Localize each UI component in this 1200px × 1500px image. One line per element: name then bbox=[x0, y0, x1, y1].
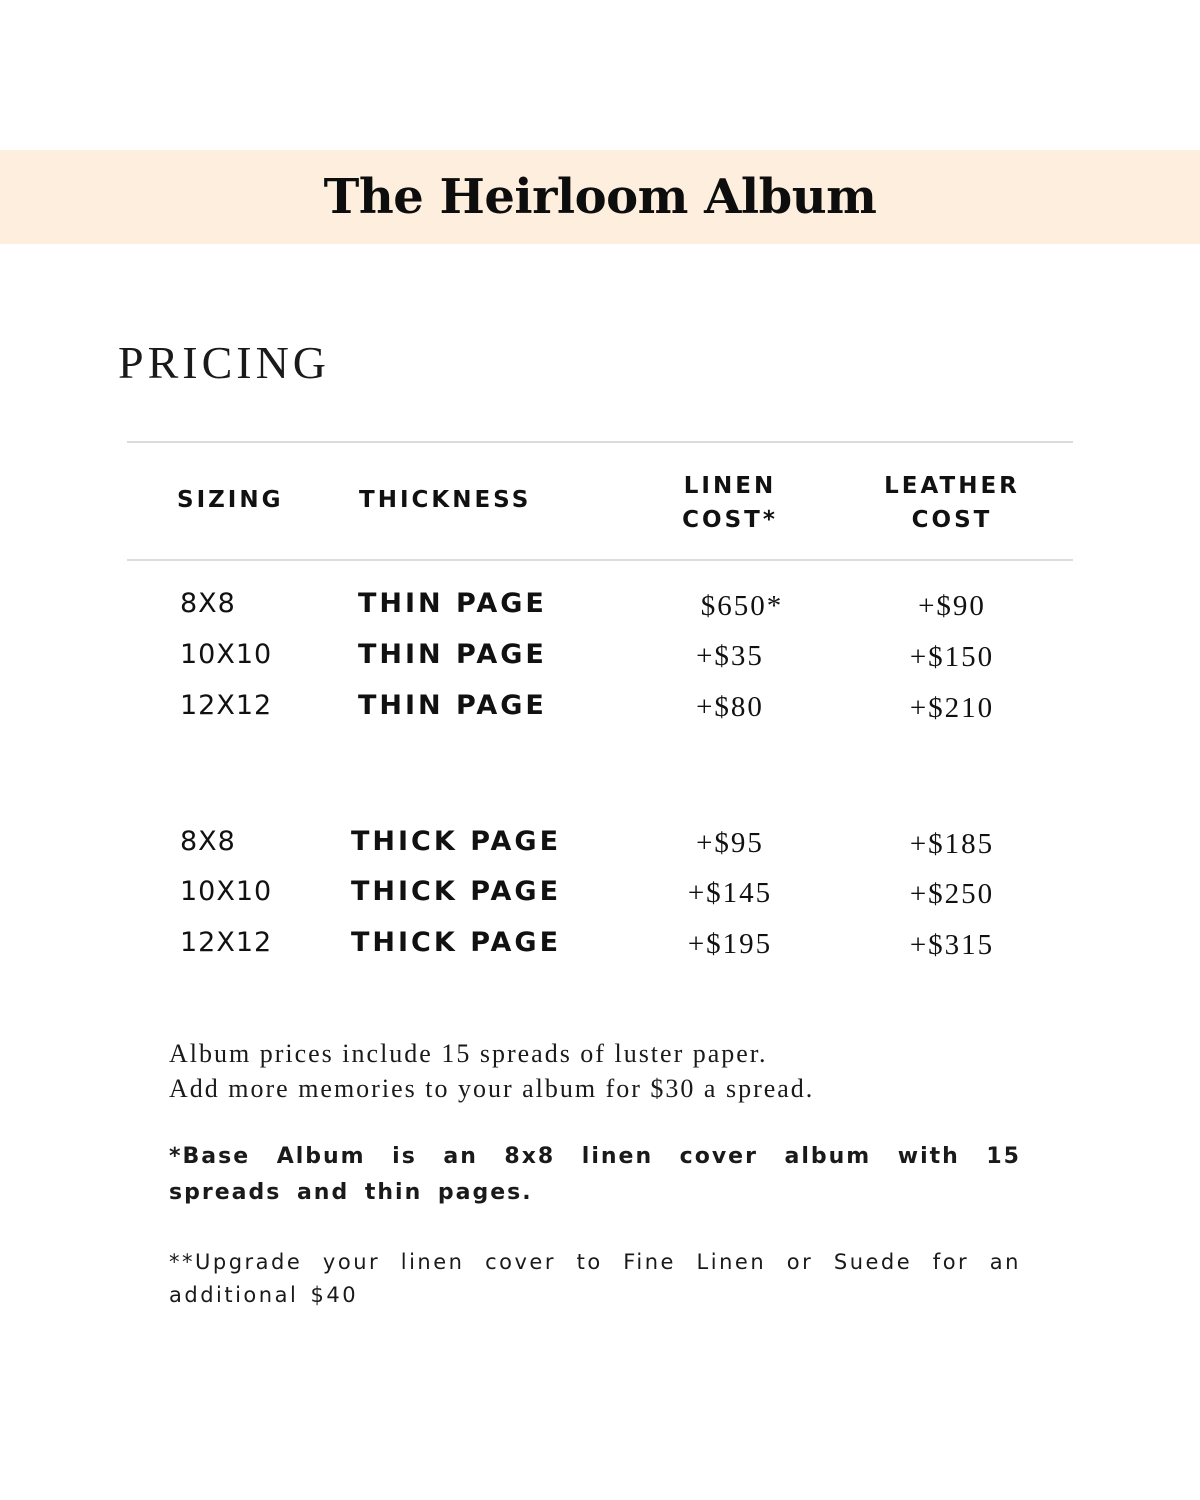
column-header-leather-line1: LEATHER bbox=[884, 473, 1020, 499]
column-header-linen-cost bbox=[640, 469, 820, 537]
included-spreads-line: Album prices include 15 spreads of luster paper. bbox=[169, 1039, 768, 1068]
row-linen-cost: +$95 bbox=[696, 827, 764, 859]
row-leather-cost: +$315 bbox=[909, 929, 995, 961]
row-leather-cost: +$90 bbox=[918, 590, 986, 622]
table-header-divider bbox=[127, 559, 1073, 561]
row-linen-cost: +$145 bbox=[687, 877, 773, 909]
column-header-sizing: SIZING bbox=[177, 487, 284, 513]
column-header-linen-line1: LINEN bbox=[683, 473, 777, 499]
row-linen-cost: +$35 bbox=[696, 640, 764, 672]
row-thickness: THIN PAGE bbox=[358, 639, 547, 670]
row-size: 12X12 bbox=[180, 690, 273, 721]
row-thickness: THICK PAGE bbox=[351, 826, 562, 857]
row-size: 10X10 bbox=[180, 876, 273, 907]
base-album-note: *Base Album is an 8x8 linen cover album with 15 spreads and thin pages. bbox=[169, 1144, 1021, 1205]
row-size: 8X8 bbox=[180, 588, 236, 619]
pricing-heading: PRICING bbox=[118, 337, 331, 388]
title-banner bbox=[0, 150, 1200, 244]
upgrade-note: **Upgrade your linen cover to Fine Linen or Suede for an additional $40 bbox=[169, 1250, 1021, 1307]
row-size: 8X8 bbox=[180, 826, 236, 857]
table-top-divider bbox=[127, 441, 1073, 443]
row-thickness: THICK PAGE bbox=[351, 927, 562, 958]
row-linen-cost: +$195 bbox=[687, 928, 773, 960]
row-linen-cost: +$80 bbox=[696, 691, 764, 723]
row-leather-cost: +$210 bbox=[909, 692, 995, 724]
row-thickness: THIN PAGE bbox=[358, 588, 547, 619]
row-thickness: THICK PAGE bbox=[351, 876, 562, 907]
column-header-leather-cost bbox=[860, 469, 1044, 537]
included-spreads-note bbox=[169, 1036, 1021, 1106]
row-size: 10X10 bbox=[180, 639, 273, 670]
row-thickness: THIN PAGE bbox=[358, 690, 547, 721]
row-leather-cost: +$150 bbox=[909, 641, 995, 673]
row-size: 12X12 bbox=[180, 927, 273, 958]
row-leather-cost: +$185 bbox=[909, 828, 995, 860]
column-header-leather-line2: COST bbox=[911, 507, 993, 533]
column-header-thickness: THICKNESS bbox=[359, 487, 532, 513]
row-leather-cost: +$250 bbox=[909, 878, 995, 910]
column-header-linen-line2: COST* bbox=[682, 507, 778, 533]
row-linen-cost: $650* bbox=[700, 590, 784, 622]
album-title: The Heirloom Album bbox=[323, 169, 877, 225]
extra-spreads-line: Add more memories to your album for $30 a spread. bbox=[169, 1074, 815, 1103]
